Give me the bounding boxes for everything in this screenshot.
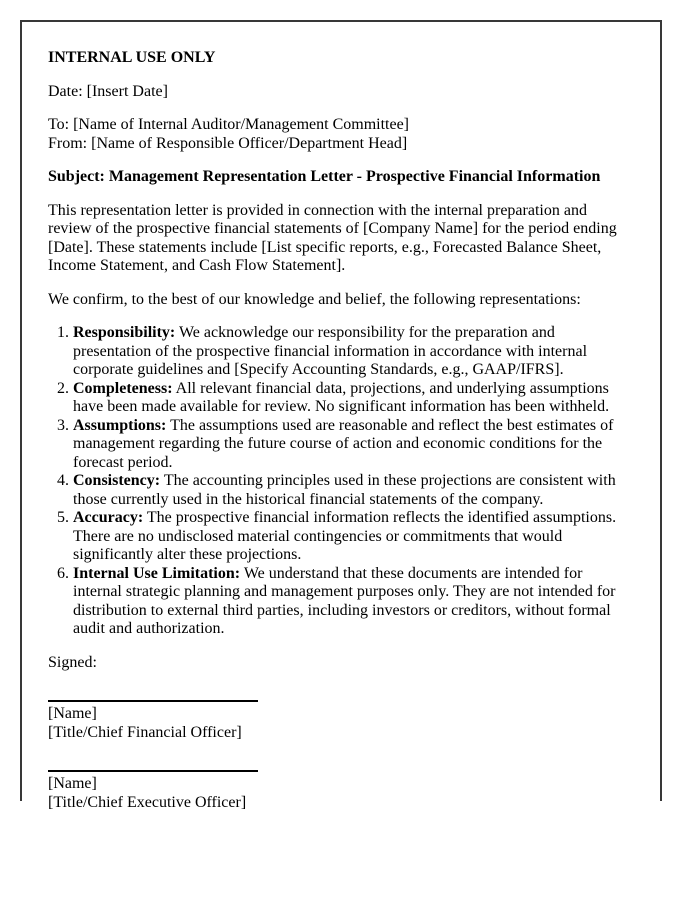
signatory-name: [Name] [48,705,97,722]
representation-label: Internal Use Limitation: [73,564,241,582]
representation-label: Consistency: [73,472,161,489]
date-line: Date: [Insert Date] [48,82,168,100]
representation-item-accuracy [73,509,634,565]
representations-list [48,324,634,639]
intro-paragraph: This representation letter is provided in connection with the internal preparation and review of the prospective financial statements of [Company Name] for the period ending [Date]. These statements include [List specific reports, e.g., Forecasted Balance Sheet, Income Statement, and Cash Flow Statement]. [48,201,617,274]
signature-line [48,770,258,772]
representation-label: Completeness: [73,379,173,397]
representation-item-consistency [73,472,634,509]
to-from-block [48,116,634,153]
representation-item-assumptions [73,417,634,473]
confirmation-lead: We confirm, to the best of our knowledge and belief, the following representations: [48,290,581,308]
representation-label: Responsibility: [73,324,176,341]
from-line: From: [Name of Responsible Officer/Department Head] [48,134,408,152]
signatory-title: [Title/Chief Financial Officer] [48,723,242,741]
representation-text: The assumptions used are reasonable and reflect the best estimates of management regarding the future course of action and economic conditions for the forecast period. [73,416,614,471]
representation-label: Assumptions: [73,416,167,434]
representation-label: Accuracy: [73,509,144,526]
classification-header: INTERNAL USE ONLY [48,49,216,66]
representation-letter-page [20,20,662,811]
representation-item-completeness [73,380,634,417]
representation-text: We acknowledge our responsibility for the preparation and presentation of the prospective financial information in accordance with internal corporate guidelines and [Specify Accounting Standards, e.g., GAAP/IFRS]. [73,324,588,378]
signatory-title: [Title/Chief Executive Officer] [48,793,247,811]
representation-text: We understand that these documents are intended for internal strategic planning and management purposes only. They are not intended for distribution to external third parties, including investors or creditors, without formal audit and authorization. [73,564,616,637]
signature-block-ceo [48,770,634,812]
representation-item-internal-use-limitation [73,565,634,639]
signed-label: Signed: [48,653,97,671]
representation-item-responsibility [73,324,634,380]
signature-block-cfo [48,700,634,742]
signatory-name: [Name] [48,775,97,792]
representation-text: All relevant financial data, projections, and underlying assumptions have been made available for review. No significant information has been withheld. [73,379,610,415]
to-line: To: [Name of Internal Auditor/Management Committee] [48,116,409,133]
subject-line: Subject: Management Representation Letter - Prospective Financial Information [48,168,601,185]
representation-text: The accounting principles used in these projections are consistent with those currently used in the historical financial statements of the company. [73,472,616,508]
representation-text: The prospective financial information reflects the identified assumptions. There are no undisclosed material contingencies or commitments that would significantly alter these projections. [73,509,617,563]
signature-line [48,700,258,702]
